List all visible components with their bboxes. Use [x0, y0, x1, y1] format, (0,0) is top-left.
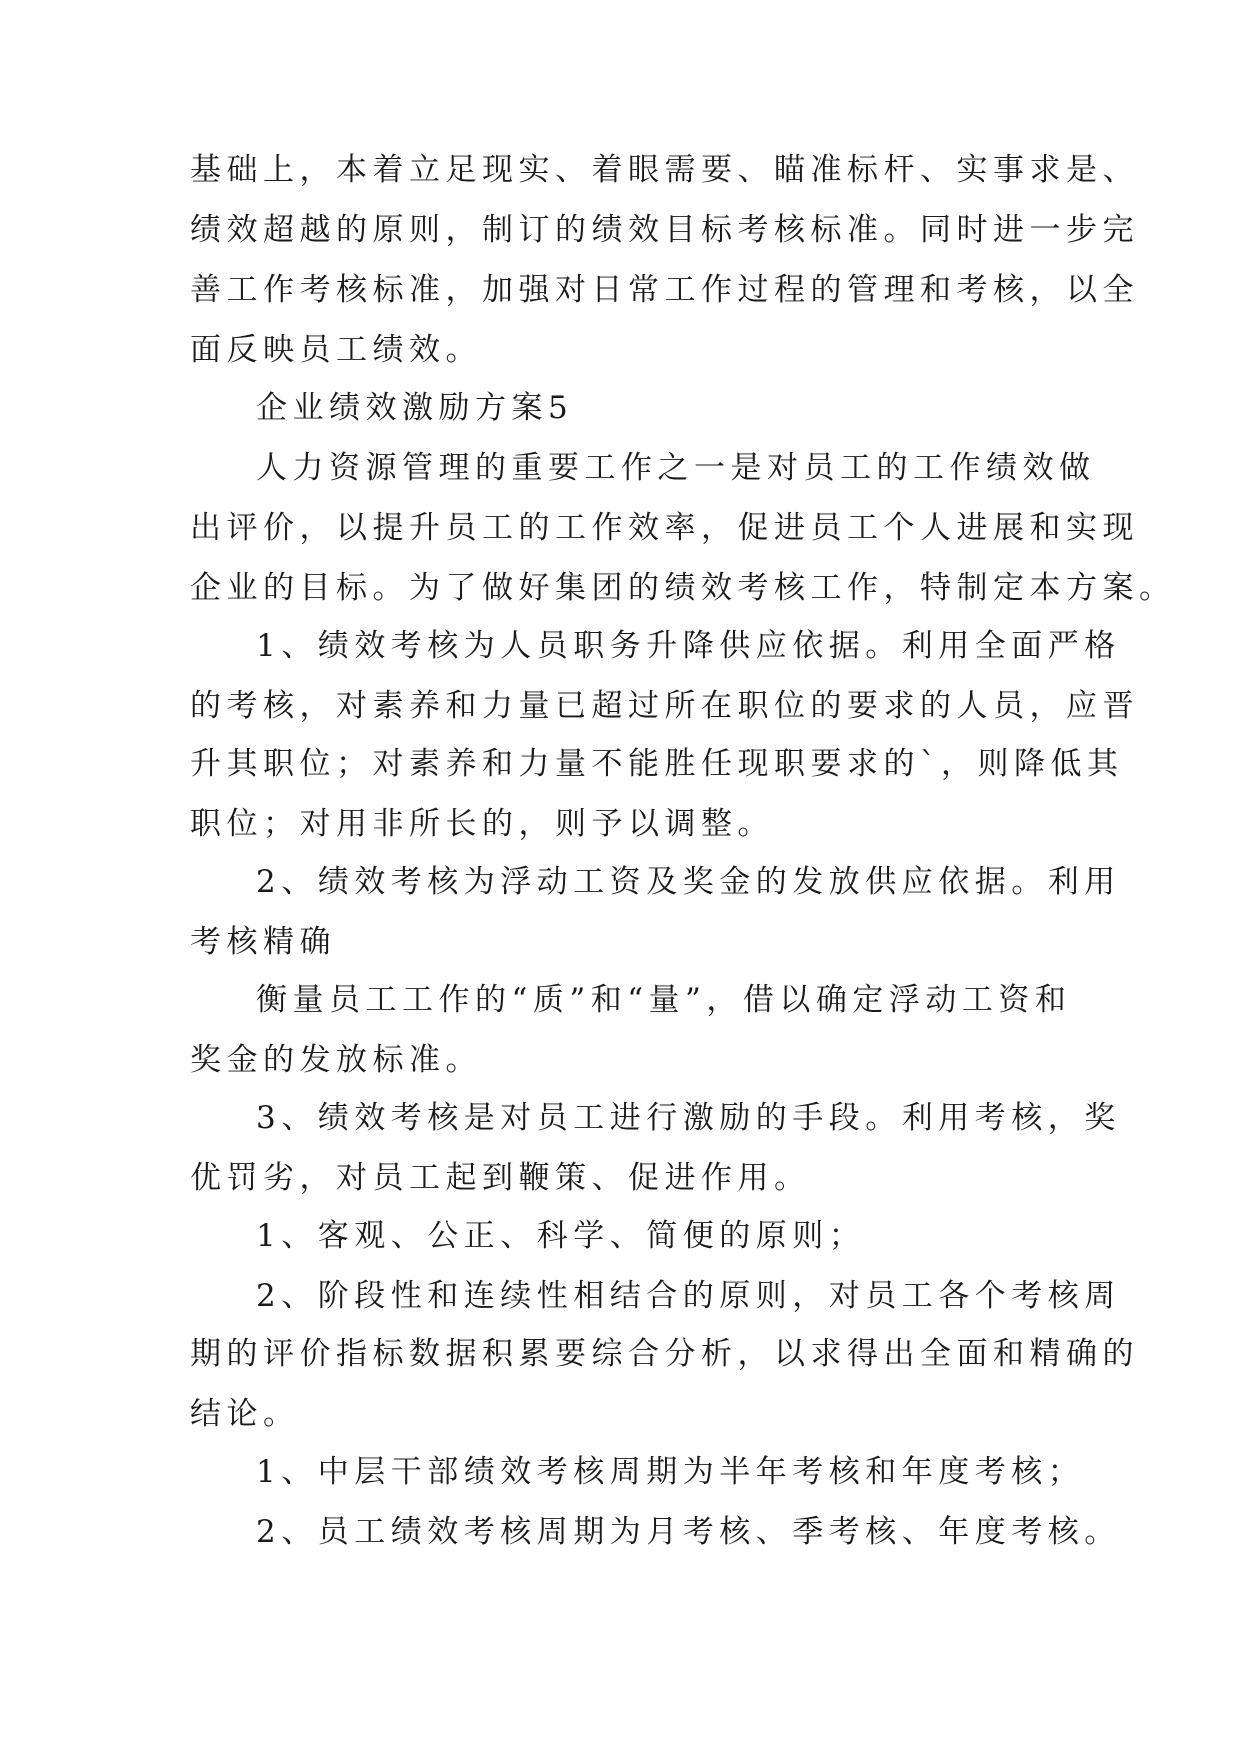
text-line: 善工作考核标准，加强对日常工作过程的管理和考核，以全 [190, 272, 1139, 308]
text-line: 2、阶段性和连续性相结合的原则，对员工各个考核周 [256, 1278, 1121, 1314]
text-line: 衡量员工工作的“质”和“量”，借以确定浮动工资和 [256, 982, 1072, 1018]
text-line: 奖金的发放标准。 [190, 1042, 482, 1078]
text-line: 1、客观、公正、科学、简便的原则； [256, 1218, 866, 1254]
section-heading: 企业绩效激励方案5 [256, 390, 574, 426]
text-line: 企业的目标。为了做好集团的绩效考核工作，特制定本方案。 [190, 570, 1176, 606]
text-line: 人力资源管理的重要工作之一是对员工的工作绩效做 [256, 450, 1096, 486]
text-line: 基础上，本着立足现实、着眼需要、瞄准标杆、实事求是、 [190, 152, 1139, 188]
text-line: 2、绩效考核为浮动工资及奖金的发放供应依据。利用 [256, 864, 1121, 900]
text-line: 升其职位；对素养和力量不能胜任现职要求的`，则降低其 [190, 746, 1124, 782]
text-line: 1、中层干部绩效考核周期为半年考核和年度考核； [256, 1454, 1085, 1490]
text-line: 职位；对用非所长的，则予以调整。 [190, 806, 774, 842]
text-line: 优罚劣，对员工起到鞭策、促进作用。 [190, 1160, 811, 1196]
text-line: 出评价，以提升员工的工作效率，促进员工个人进展和实现 [190, 510, 1139, 546]
text-line: 绩效超越的原则，制订的绩效目标考核标准。同时进一步完 [190, 212, 1139, 248]
text-line: 的考核，对素养和力量已超过所在职位的要求的人员，应晋 [190, 688, 1139, 724]
text-line: 考核精确 [190, 924, 336, 960]
text-line: 3、绩效考核是对员工进行激励的手段。利用考核，奖 [256, 1100, 1121, 1136]
text-line: 期的评价指标数据积累要综合分析，以求得出全面和精确的 [190, 1336, 1139, 1372]
text-line: 1、绩效考核为人员职务升降供应依据。利用全面严格 [256, 628, 1121, 664]
text-line: 面反映员工绩效。 [190, 332, 482, 368]
text-line: 结论。 [190, 1396, 300, 1432]
text-line: 2、员工绩效考核周期为月考核、季考核、年度考核。 [256, 1514, 1121, 1550]
